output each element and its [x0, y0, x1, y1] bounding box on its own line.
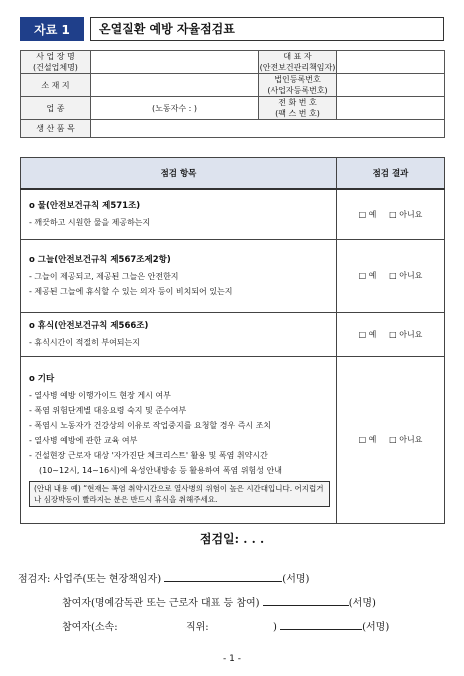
checker-name-field[interactable]	[164, 571, 282, 582]
check-item-continued: (10~12시, 14~16시)에 육성안내방송 등 활용하여 폭염 위험성 안내	[39, 466, 282, 475]
registration-number-label-text: 법인등록번호 (사업자등록번호)	[267, 75, 328, 95]
no-checkbox[interactable]: □ 아니요	[389, 271, 423, 280]
announcement-example-box: (안내 내용 예) “현재는 폭염 취약시간으로 열사병의 위험이 높은 시간대입니다. 어지럽거나 심장박동이 빨라지는 분은 반드시 휴식을 취해주세요.	[29, 481, 330, 507]
check-item: - 열사병 예방 이행가이드 현장 게시 여부	[29, 391, 171, 400]
no-checkbox[interactable]: □ 아니요	[389, 209, 423, 219]
section-heading: o 그늘(안전보건규칙 제567조제2항)	[29, 254, 171, 265]
no-checkbox[interactable]: □ 아니요	[389, 329, 423, 339]
check-item: - 제공된 그늘에 휴식할 수 있는 의자 등이 비치되어 있는지	[29, 286, 233, 296]
result-cell	[337, 312, 445, 356]
product-field[interactable]	[91, 120, 445, 138]
representative-field[interactable]	[337, 51, 445, 74]
check-item: - 폭염시 노동자가 건강상의 이유로 작업중지를 요청할 경우 즉시 조치	[29, 421, 272, 430]
address-label: 소 재 지	[21, 74, 91, 97]
participant2-position-label: 직위:	[185, 622, 209, 633]
address-field[interactable]	[91, 74, 259, 97]
page-number: - 1 -	[223, 654, 241, 664]
inspection-date: 점검일: . . .	[199, 532, 265, 546]
checklist-table	[20, 157, 445, 524]
material-tag: 자료 1	[20, 17, 84, 41]
participant2-signature-line	[62, 618, 389, 633]
phone-label-text: 전 화 번 호 (팩 스 번 호)	[275, 98, 320, 118]
participant2-name-field[interactable]	[280, 619, 362, 630]
check-item: - 폭염 위험단계별 대응요령 숙지 및 준수여부	[29, 406, 187, 415]
result-cell	[337, 189, 445, 239]
sign-label: (서명)	[282, 574, 310, 585]
checklist-row-water	[21, 189, 337, 239]
registration-number-field[interactable]	[337, 74, 445, 97]
sign-label: (서명)	[348, 598, 376, 609]
result-cell	[337, 356, 445, 523]
participant2-affiliation-label: 참여자(소속:	[62, 622, 118, 633]
checklist-row-other	[21, 356, 337, 523]
participant1-name-field[interactable]	[263, 595, 349, 606]
product-label: 생 산 품 목	[21, 120, 91, 138]
check-item: - 깨끗하고 시원한 물을 제공하는지	[29, 217, 151, 227]
registration-number-label	[259, 74, 337, 97]
participant1-signature-line	[62, 594, 376, 609]
workplace-name-field[interactable]	[91, 51, 259, 74]
item-column-header: 점검 항목	[21, 158, 337, 190]
yes-checkbox[interactable]: □ 예	[358, 271, 377, 280]
title-row	[20, 17, 444, 41]
checklist-row-shade	[21, 239, 337, 312]
checklist-row-rest	[21, 312, 337, 356]
check-item: - 휴식시간이 적절히 부여되는지	[29, 337, 140, 347]
check-item: - 그늘이 제공되고, 제공된 그늘은 안전한지	[29, 271, 179, 281]
workplace-name-label	[21, 51, 91, 74]
checker-label: 점검자: 사업주(또는 현장책임자)	[18, 574, 162, 585]
participant1-label: 참여자(명예감독관 또는 근로자 대표 등 참여)	[62, 598, 260, 609]
phone-label	[259, 97, 337, 120]
phone-field[interactable]	[337, 97, 445, 120]
result-column-header: 점검 결과	[337, 158, 445, 190]
check-item: - 열사병 예방에 관한 교육 여부	[29, 436, 138, 445]
result-cell	[337, 239, 445, 312]
industry-label: 업 종	[21, 97, 91, 120]
participant2-close-paren: )	[273, 622, 277, 633]
representative-label	[259, 51, 337, 74]
business-info-table	[20, 50, 445, 138]
yes-checkbox[interactable]: □ 예	[358, 329, 377, 339]
section-heading: o 기타	[29, 374, 55, 384]
workers-count-field[interactable]: (노동자수 : )	[91, 97, 259, 120]
workplace-name-label-text: 사 업 장 명 (건설업체명)	[33, 52, 78, 72]
check-item: - 건설현장 근로자 대상 '자가진단 체크리스트' 활용 및 폭염 취약시간	[29, 451, 268, 460]
document-title: 온열질환 예방 자율점검표	[90, 17, 444, 41]
checker-signature-line	[18, 570, 309, 585]
sign-label: (서명)	[362, 622, 390, 633]
representative-label-text: 대 표 자 (안전보건관리책임자)	[259, 52, 336, 72]
yes-checkbox[interactable]: □ 예	[358, 435, 377, 444]
section-heading: o 휴식(안전보건규칙 제566조)	[29, 320, 149, 331]
section-heading: o 물(안전보건규칙 제571조)	[29, 200, 141, 211]
yes-checkbox[interactable]: □ 예	[358, 209, 377, 219]
no-checkbox[interactable]: □ 아니요	[389, 435, 423, 444]
